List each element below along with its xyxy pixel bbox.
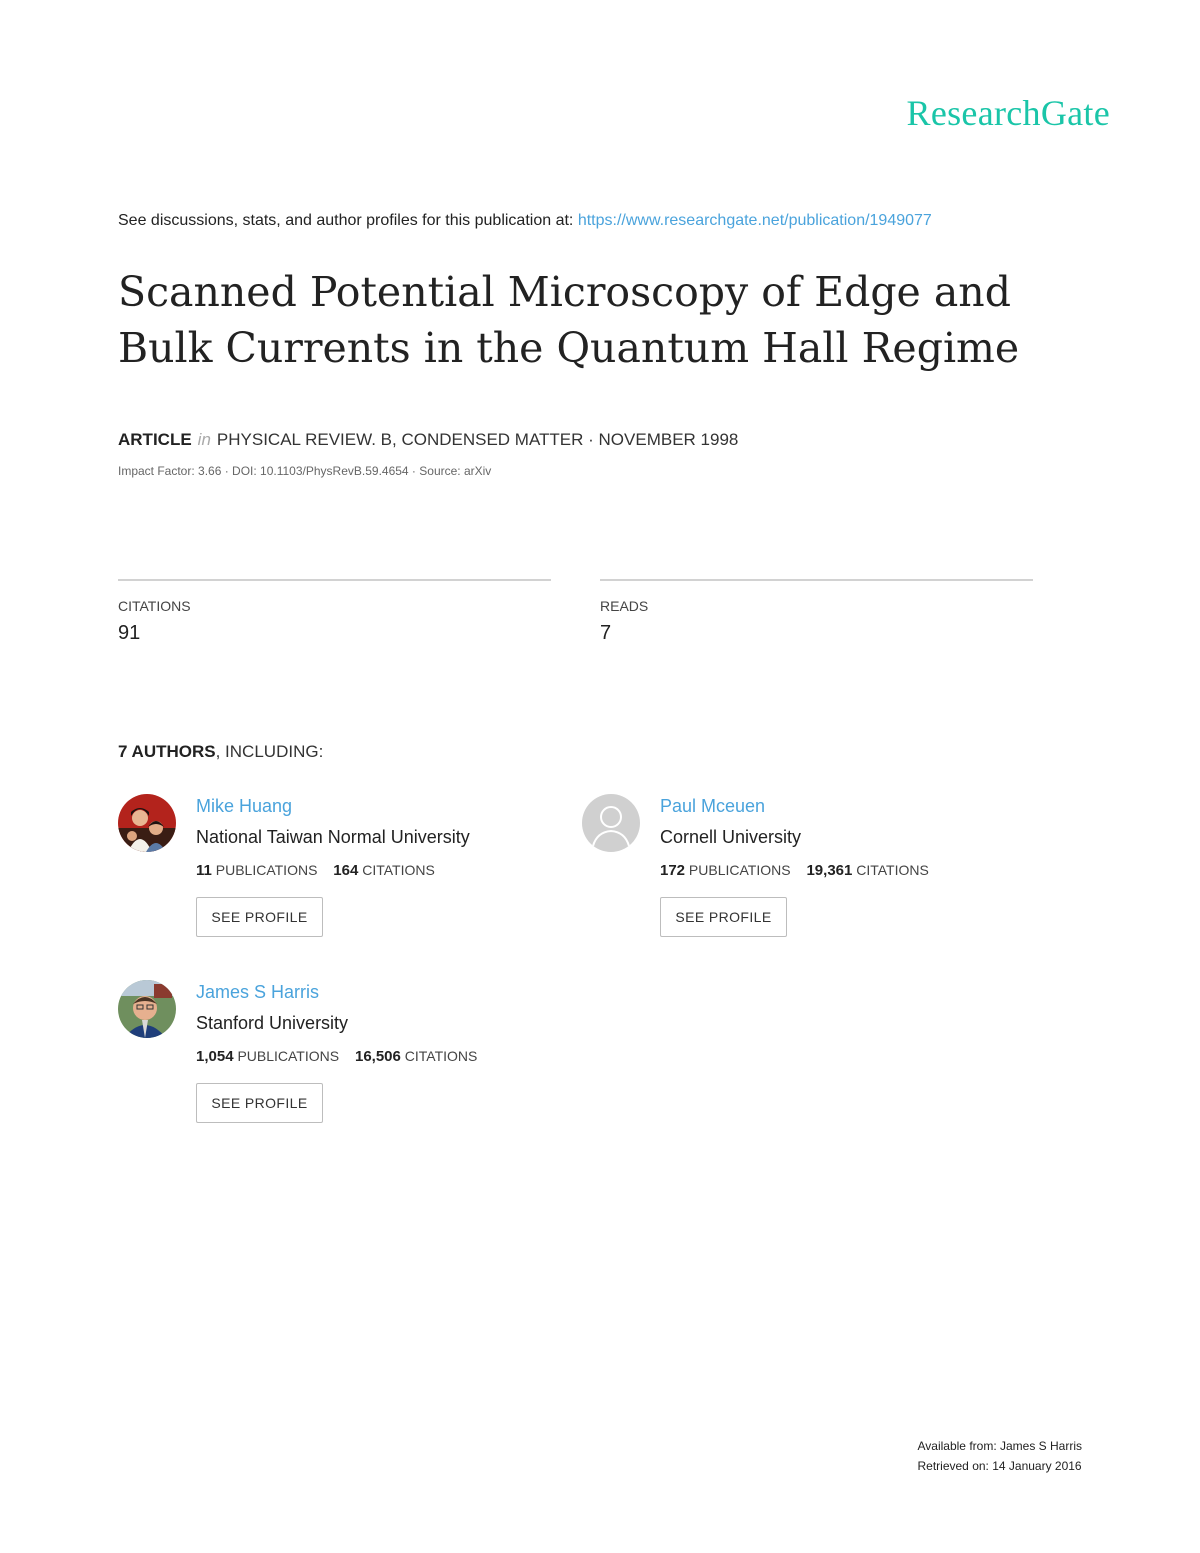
researchgate-logo[interactable]: ResearchGate — [906, 93, 1110, 133]
author-citations-count: 164 — [333, 862, 359, 879]
author-name-link[interactable]: Paul Mceuen — [660, 796, 766, 816]
article-meta: Impact Factor: 3.66 · DOI: 10.1103/PhysRevB.59.4654 · Source: arXiv — [118, 464, 492, 478]
article-info — [118, 430, 738, 450]
reads-label: READS — [600, 598, 649, 614]
author-stats — [196, 1048, 556, 1065]
default-avatar-icon[interactable] — [582, 794, 640, 852]
author-stats — [196, 862, 556, 879]
author-name-link[interactable]: Mike Huang — [196, 796, 293, 816]
author-avatar[interactable] — [118, 794, 176, 852]
publications-label: PUBLICATIONS — [688, 862, 791, 878]
publication-title: Scanned Potential Microscopy of Edge and Bulk Currents in the Quantum Hall Regime — [118, 268, 1020, 372]
available-from: Available from: James S Harris — [917, 1439, 1082, 1453]
citations-stat — [118, 579, 551, 645]
publications-count: 1,054 — [196, 1048, 234, 1065]
author-citations-count: 19,361 — [806, 862, 853, 879]
authors-count: 7 AUTHORS — [118, 742, 216, 761]
publications-count: 172 — [660, 862, 686, 879]
citations-value: 91 — [118, 622, 141, 644]
authors-heading — [118, 742, 323, 762]
in-label: in — [197, 430, 211, 449]
see-profile-button[interactable]: SEE PROFILE — [660, 897, 787, 937]
discussion-line — [118, 212, 932, 230]
author-stats — [660, 862, 1020, 879]
reads-stat — [600, 579, 1033, 645]
publications-count: 11 — [196, 862, 212, 879]
retrieved-on: Retrieved on: 14 January 2016 — [917, 1459, 1082, 1473]
author-citations-label: CITATIONS — [404, 1048, 478, 1064]
author-institution: National Taiwan Normal University — [196, 827, 470, 847]
discussion-text: See discussions, stats, and author profiles for this publication at: — [118, 212, 578, 229]
journal-info: PHYSICAL REVIEW. B, CONDENSED MATTER · NOVEMBER 1998 — [216, 430, 739, 449]
article-type: ARTICLE — [118, 430, 192, 449]
author-name-link[interactable]: James S Harris — [196, 982, 320, 1002]
author-institution: Cornell University — [660, 827, 802, 847]
publications-label: PUBLICATIONS — [215, 862, 318, 878]
author-citations-count: 16,506 — [354, 1048, 401, 1065]
see-profile-button[interactable]: SEE PROFILE — [196, 897, 323, 937]
reads-value: 7 — [600, 622, 612, 644]
citations-label: CITATIONS — [118, 598, 191, 614]
author-avatar[interactable] — [118, 980, 176, 1038]
footer-info — [918, 1436, 1083, 1476]
see-profile-button[interactable]: SEE PROFILE — [196, 1083, 323, 1123]
author-citations-label: CITATIONS — [856, 862, 929, 878]
publications-label: PUBLICATIONS — [237, 1048, 340, 1064]
author-institution: Stanford University — [196, 1013, 349, 1033]
authors-suffix: , INCLUDING: — [215, 742, 324, 761]
publication-url-link[interactable]: https://www.researchgate.net/publication/1949077 — [577, 212, 932, 229]
author-citations-label: CITATIONS — [362, 862, 435, 878]
